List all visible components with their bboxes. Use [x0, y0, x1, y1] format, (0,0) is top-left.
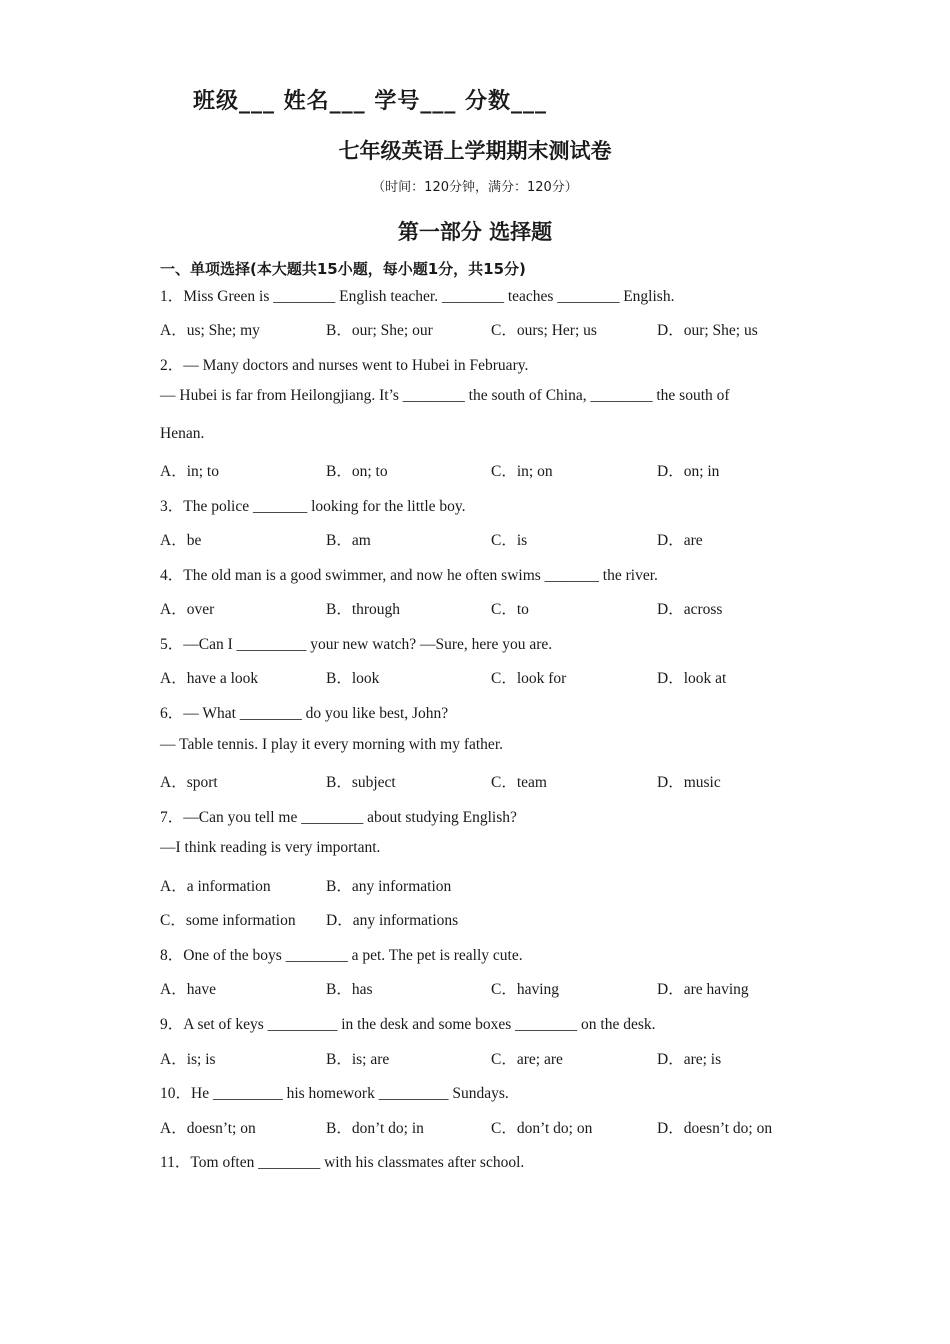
question-4-option-b: B．through	[326, 601, 401, 618]
question-5-option-a: A．have a look	[160, 670, 259, 687]
student-info-line: 班级___ 姓名___ 学号___ 分数___	[193, 89, 547, 114]
question-1-stem: 1．Miss Green is ________ English teacher. ________ teaches ________ English.	[160, 288, 675, 305]
question-5-option-b: B．look	[326, 670, 380, 687]
question-8-option-c: C．having	[491, 981, 560, 998]
question-6-option-d: D．music	[657, 774, 721, 791]
question-5-option-d: D．look at	[657, 670, 727, 687]
question-9-stem: 9．A set of keys _________ in the desk and some boxes ________ on the desk.	[160, 1016, 656, 1033]
question-3-stem: 3．The police _______ looking for the little boy.	[160, 498, 466, 515]
question-4-option-d: D．across	[657, 601, 723, 618]
question-10-option-b: B．don’t do; in	[326, 1120, 424, 1137]
question-3-option-c: C．is	[491, 532, 528, 549]
question-6-option-a: A．sport	[160, 774, 218, 791]
exam-title: 七年级英语上学期期末测试卷	[338, 139, 612, 163]
question-6-option-b: B．subject	[326, 774, 396, 791]
question-1-option-c: C．ours; Her; us	[491, 322, 597, 339]
question-2-line3: Henan.	[160, 425, 205, 442]
question-10-option-c: C．don’t do; on	[491, 1120, 593, 1137]
question-3-option-d: D．are	[657, 532, 703, 549]
question-5-option-c: C．look for	[491, 670, 567, 687]
question-9-option-d: D．are; is	[657, 1051, 722, 1068]
question-9-option-b: B．is; are	[326, 1051, 390, 1068]
question-3-option-a: A．be	[160, 532, 202, 549]
question-6-line2: — Table tennis. I play it every morning with my father.	[160, 736, 503, 753]
question-1-option-b: B．our; She; our	[326, 322, 433, 339]
question-4-option-c: C．to	[491, 601, 529, 618]
question-6-stem: 6．— What ________ do you like best, John?	[160, 705, 449, 722]
question-8-option-d: D．are having	[657, 981, 749, 998]
question-6-option-c: C．team	[491, 774, 547, 791]
question-2-option-c: C．in; on	[491, 463, 553, 480]
question-2-option-a: A．in; to	[160, 463, 219, 480]
part-heading: 第一部分 选择题	[397, 220, 553, 244]
question-10-option-a: A．doesn’t; on	[160, 1120, 256, 1137]
question-2-line2: — Hubei is far from Heilongjiang. It’s ________ the south of China, ________ the south of	[160, 387, 730, 404]
question-8-option-b: B．has	[326, 981, 373, 998]
question-9-option-c: C．are; are	[491, 1051, 563, 1068]
question-3-option-b: B．am	[326, 532, 371, 549]
question-10-option-d: D．doesn’t do; on	[657, 1120, 773, 1137]
question-8-stem: 8．One of the boys ________ a pet. The pet is really cute.	[160, 947, 523, 964]
section-heading: 一、单项选择(本大题共15小题，每小题1分，共15分)	[160, 260, 526, 278]
question-4-stem: 4．The old man is a good swimmer, and now he often swims _______ the river.	[160, 567, 658, 584]
question-2-option-d: D．on; in	[657, 463, 720, 480]
question-8-option-a: A．have	[160, 981, 216, 998]
question-7-option-d: D．any informations	[326, 912, 459, 929]
question-5-stem: 5．—Can I _________ your new watch? —Sure, here you are.	[160, 636, 553, 653]
exam-time-score: （时间：120分钟，满分：120分）	[372, 180, 578, 195]
question-7-stem: 7．—Can you tell me ________ about studying English?	[160, 809, 517, 826]
question-2-option-b: B．on; to	[326, 463, 388, 480]
question-7-option-b: B．any information	[326, 878, 452, 895]
question-10-stem: 10．He _________ his homework _________ Sundays.	[160, 1085, 509, 1102]
question-7-option-a: A．a information	[160, 878, 271, 895]
question-1-option-a: A．us; She; my	[160, 322, 260, 339]
question-4-option-a: A．over	[160, 601, 215, 618]
question-2-stem: 2．— Many doctors and nurses went to Hubei in February.	[160, 357, 529, 374]
question-7-option-c: C．some information	[160, 912, 296, 929]
question-1-option-d: D．our; She; us	[657, 322, 758, 339]
question-9-option-a: A．is; is	[160, 1051, 216, 1068]
question-7-line2: —I think reading is very important.	[160, 839, 381, 856]
question-11-stem: 11．Tom often ________ with his classmates after school.	[160, 1154, 525, 1171]
